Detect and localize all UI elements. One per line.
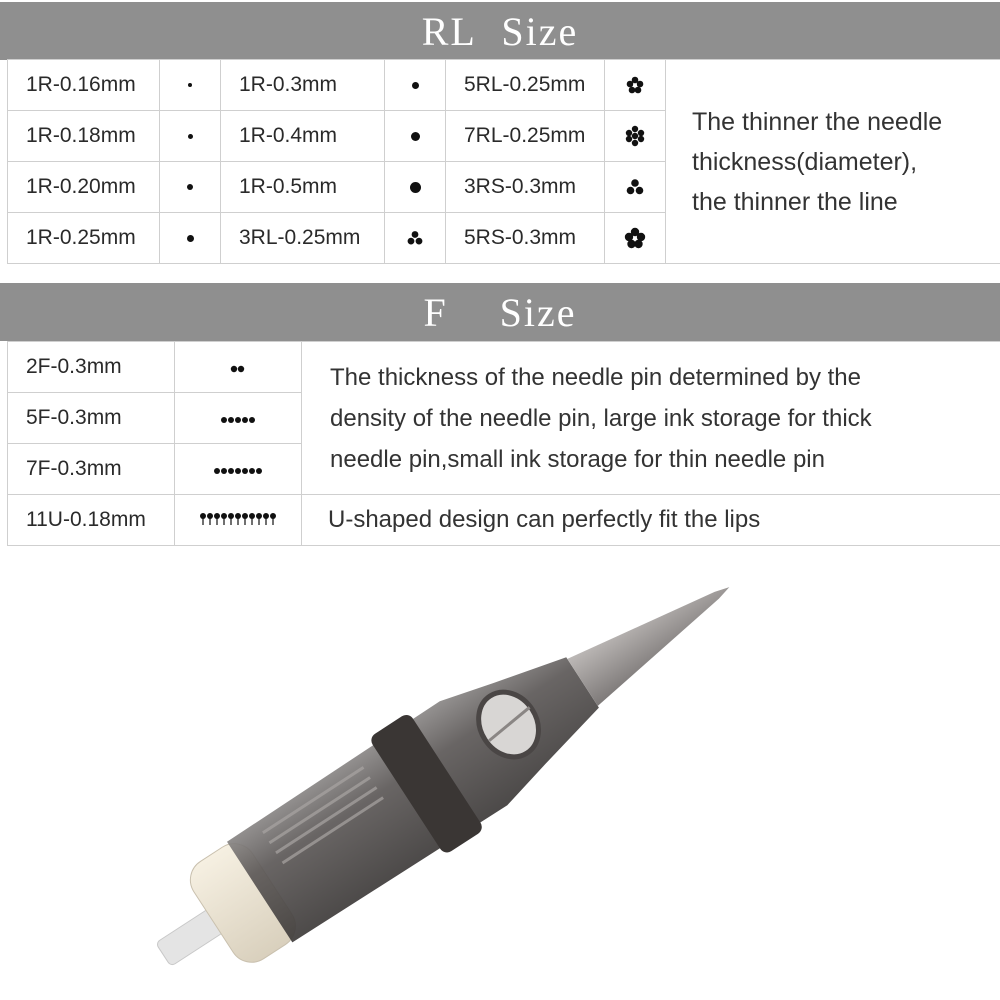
- note-line: needle pin,small ink storage for thin needle pin: [330, 445, 825, 473]
- u-shape-note: U-shaped design can perfectly fit the lips: [302, 495, 1000, 546]
- f-size-banner: [0, 283, 1000, 341]
- flat-needle-row-icon: [175, 393, 302, 444]
- size-cell: 5F-0.3mm: [8, 393, 175, 444]
- note-line: The thickness of the needle pin determined by the: [330, 363, 861, 391]
- size-cell: 1R-0.16mm: [8, 60, 160, 111]
- rl-note: [666, 60, 1000, 264]
- note-line: the thinner the line: [692, 187, 898, 216]
- f-size-table: [7, 341, 1000, 546]
- needle-dot-icon: [160, 60, 221, 111]
- rl-size-title: RL Size: [421, 8, 579, 54]
- size-cell: 11U-0.18mm: [8, 495, 175, 546]
- needle-cluster-icon: [605, 213, 666, 264]
- size-cell: 3RS-0.3mm: [446, 162, 605, 213]
- needle-dot-icon: [385, 162, 446, 213]
- rl-size-table: [7, 59, 1000, 264]
- f-note: [302, 342, 1000, 495]
- note-line: The thinner the needle: [692, 107, 943, 136]
- flat-needle-row-icon: [175, 342, 302, 393]
- needle-dot-icon: [160, 111, 221, 162]
- size-cell: 5RL-0.25mm: [446, 60, 605, 111]
- size-cell: 5RS-0.3mm: [446, 213, 605, 264]
- needle-dot-icon: [160, 162, 221, 213]
- needle-dot-icon: [385, 60, 446, 111]
- needle-cluster-icon: [605, 111, 666, 162]
- size-cell: 7RL-0.25mm: [446, 111, 605, 162]
- table-row: [8, 495, 1000, 546]
- flat-needle-row-icon: [175, 444, 302, 495]
- needle-cluster-icon: [605, 162, 666, 213]
- size-cell: 1R-0.18mm: [8, 111, 160, 162]
- size-cell: 2F-0.3mm: [8, 342, 175, 393]
- u-needle-row-icon: [175, 495, 302, 546]
- size-cell: 1R-0.20mm: [8, 162, 160, 213]
- size-cell: 1R-0.25mm: [8, 213, 160, 264]
- table-row: [8, 60, 1000, 111]
- needle-cartridge-image: [80, 570, 820, 980]
- size-cell: 3RL-0.25mm: [221, 213, 385, 264]
- size-cell: 7F-0.3mm: [8, 444, 175, 495]
- note-line: thickness(diameter),: [692, 147, 918, 176]
- needle-dot-icon: [160, 213, 221, 264]
- rl-size-banner: [0, 2, 1000, 60]
- needle-cluster-icon: [385, 213, 446, 264]
- needle-dot-icon: [385, 111, 446, 162]
- size-cell: 1R-0.4mm: [221, 111, 385, 162]
- table-row: [8, 342, 1000, 393]
- needle-cluster-icon: [605, 60, 666, 111]
- f-size-title: F Size: [423, 289, 577, 335]
- size-cell: 1R-0.5mm: [221, 162, 385, 213]
- size-cell: 1R-0.3mm: [221, 60, 385, 111]
- note-line: density of the needle pin, large ink storage for thick: [330, 404, 872, 432]
